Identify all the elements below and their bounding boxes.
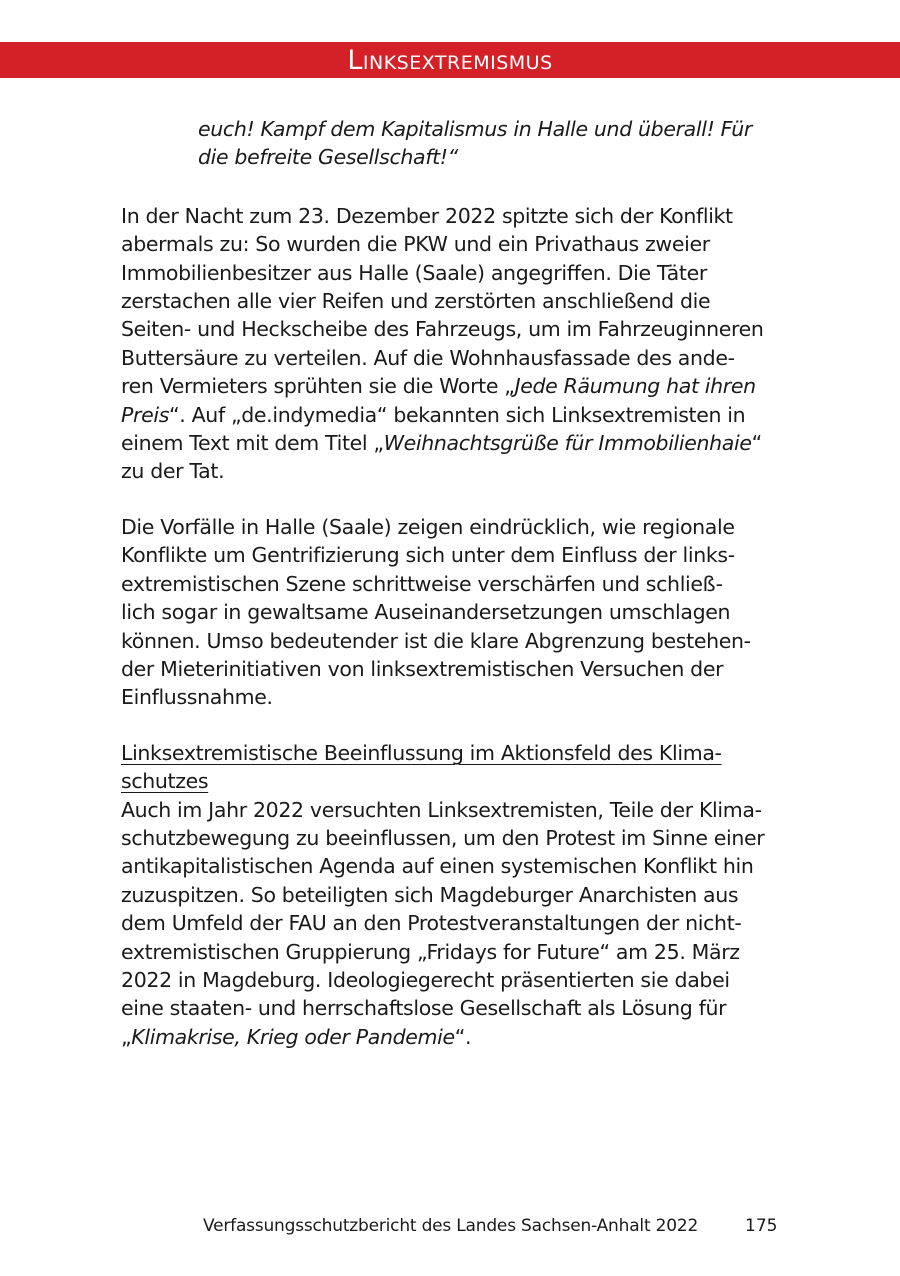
text-line: 2022 in Magdeburg. Ideologiegerecht präsentierten sie dabei — [121, 967, 730, 992]
text-line: Konflikte um Gentrifizierung sich unter dem Einfluss der links- — [121, 543, 735, 568]
text-segment: “. — [454, 1024, 472, 1049]
text-segment: „ — [121, 1024, 132, 1049]
text-line: Buttersäure zu verteilen. Auf die Wohnhausfassade des ande- — [121, 345, 735, 370]
text-line: extremistischen Gruppierung „Fridays for Future“ am 25. März — [121, 939, 740, 964]
paragraph — [121, 513, 791, 712]
text-segment: ren Vermieters sprühten sie die Worte „ — [121, 374, 515, 399]
text-line: Die Vorfälle in Halle (Saale) zeigen eindrücklich, wie regionale — [121, 514, 735, 539]
quoted-phrase: Klimakrise, Krieg oder Pandemie — [131, 1024, 455, 1049]
text-line: lich sogar in gewaltsame Auseinandersetzungen umschlagen — [121, 600, 731, 625]
text-line: extremistischen Szene schrittweise verschärfen und schließ- — [121, 571, 723, 596]
page-title: Linksextremismus — [347, 45, 553, 76]
text-line: der Mieterinitiativen von linksextremistischen Versuchen der — [121, 656, 724, 681]
section-heading: schutzes — [121, 769, 209, 794]
quoted-phrase: Jede Räumung hat ihren — [514, 374, 756, 399]
main-content — [121, 115, 791, 1051]
text-segment: “. Auf „de.indymedia“ bekannten sich Linksextremisten in — [169, 402, 746, 427]
text-line: Seiten- und Heckscheibe des Fahrzeugs, um im Fahrzeuginneren — [121, 317, 764, 342]
quoted-title: Weihnachtsgrüße für Immobilienhaie — [383, 431, 752, 456]
text-line: zu der Tat. — [121, 459, 225, 484]
footer-publication-title: Verfassungsschutzbericht des Landes Sachsen-Anhalt 2022 — [203, 1216, 699, 1236]
text-line: können. Umso bedeutender ist die klare Abgrenzung bestehen- — [121, 628, 751, 653]
text-line: zerstachen alle vier Reifen und zerstörten anschließend die — [121, 289, 711, 314]
quoted-phrase: Preis — [121, 402, 170, 427]
text-line: schutzbewegung zu beeinflussen, um den Protest im Sinne einer — [121, 825, 765, 850]
text-line: Auch im Jahr 2022 versuchten Linksextremisten, Teile der Klima- — [121, 797, 762, 822]
text-line: dem Umfeld der FAU an den Protestveranstaltungen der nicht- — [121, 911, 742, 936]
text-line: abermals zu: So wurden die PKW und ein Privathaus zweier — [121, 232, 710, 257]
text-segment: einem Text mit dem Titel „ — [121, 431, 384, 456]
text-line: zuzuspitzen. So beteiligten sich Magdeburger Anarchisten aus — [121, 882, 739, 907]
quote-line: die befreite Gesellschaft!“ — [198, 145, 458, 170]
quote-line: euch! Kampf dem Kapitalismus in Halle und überall! Für — [198, 117, 752, 141]
text-line: Immobilienbesitzer aus Halle (Saale) angegriffen. Die Täter — [121, 260, 707, 285]
text-line: antikapitalistischen Agenda auf einen systemischen Konflikt hin — [121, 854, 754, 879]
section-climate — [121, 739, 791, 1051]
section-heading: Linksextremistische Beeinflussung im Aktionsfeld des Klima- — [121, 740, 722, 765]
quote-block — [198, 115, 791, 172]
text-segment: “ — [751, 431, 762, 456]
text-line: In der Nacht zum 23. Dezember 2022 spitzte sich der Konflikt — [121, 203, 733, 228]
paragraph — [121, 202, 791, 486]
text-line: Einflussnahme. — [121, 685, 273, 710]
text-line: eine staaten- und herrschaftslose Gesellschaft als Lösung für — [121, 996, 727, 1021]
page-number: 175 — [745, 1216, 778, 1236]
